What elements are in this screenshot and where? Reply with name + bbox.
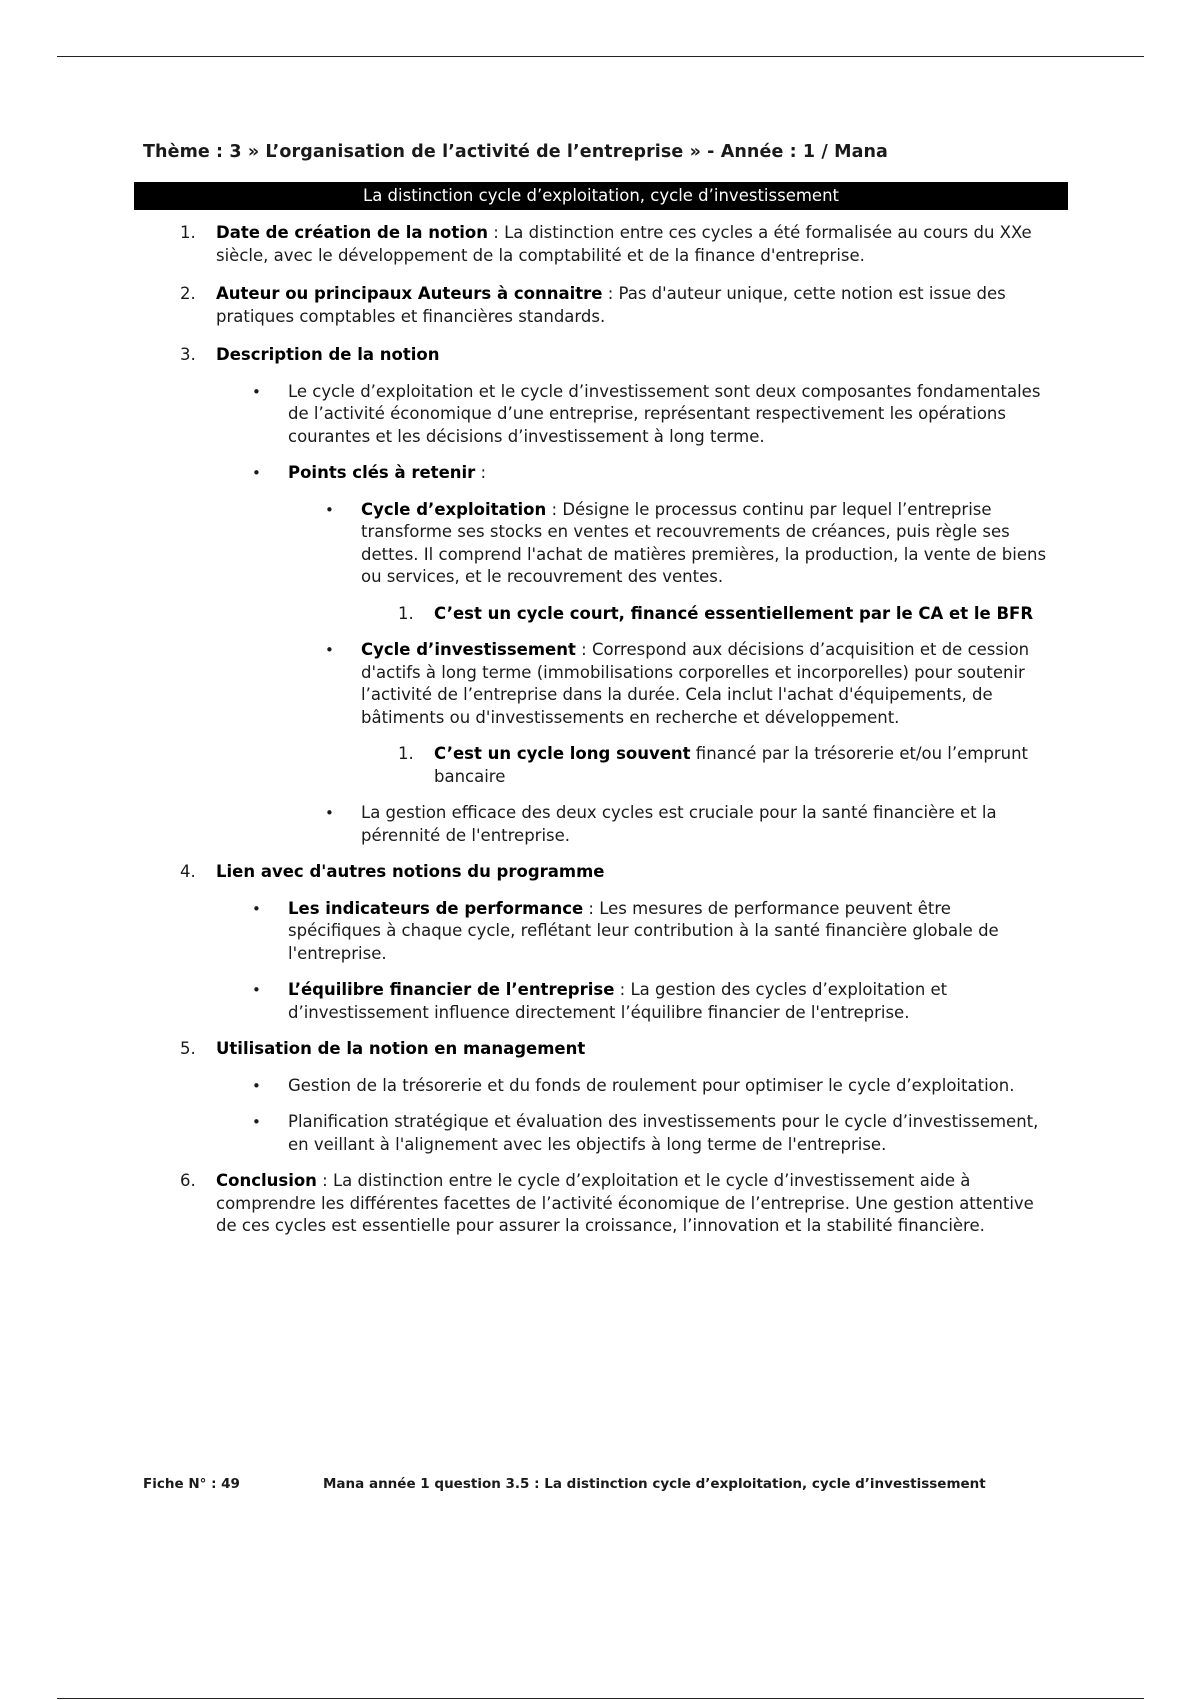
bottom-rule xyxy=(57,1698,1144,1699)
list-item xyxy=(398,743,1064,788)
section-2 xyxy=(180,283,1046,328)
bullet-icon: • xyxy=(252,1076,261,1095)
item-label: L’équilibre financier de l’entreprise xyxy=(288,980,615,999)
bullet-icon: • xyxy=(325,500,334,519)
theme-heading: Thème : 3 » L’organisation de l’activité de l’entreprise » - Année : 1 / Mana xyxy=(143,142,888,162)
item-label: C’est un cycle long souvent xyxy=(434,744,691,763)
bullet-icon: • xyxy=(325,641,334,659)
section-5 xyxy=(180,1038,1046,1061)
section-text: : La distinction entre le cycle d’exploitation et le cycle d’investissement aide à comprendre les différentes facettes de l’activité économique de l’entreprise. Une gestion attentive de ces cycles est essentielle pour assurer la croissance, l’innovation et la stabilité financière. xyxy=(216,1171,1034,1235)
bullet-icon: • xyxy=(252,899,261,918)
section-label: Description de la notion xyxy=(216,345,440,364)
fiche-number: Fiche N° : 49 xyxy=(143,1476,240,1492)
list-item xyxy=(252,1075,1048,1098)
top-rule xyxy=(57,56,1144,57)
page-title: La distinction cycle d’exploitation, cycle d’investissement xyxy=(134,182,1068,210)
item-label: Points clés à retenir xyxy=(288,463,476,482)
item-text: : La gestion des cycles d’exploitation et d’investissement influence directement l’équilibre financier de l'entreprise. xyxy=(288,980,948,1022)
section-label: Conclusion xyxy=(216,1171,317,1190)
item-text: Gestion de la trésorerie et du fonds de roulement pour optimiser le cycle d’exploitation. xyxy=(288,1075,1015,1095)
section-4 xyxy=(180,861,1046,884)
section-text: : Pas d'auteur unique, cette notion est issue des pratiques comptables et financières standards. xyxy=(216,284,1006,326)
section-text: : La distinction entre ces cycles a été formalisée au cours du XXe siècle, avec le développement de la comptabilité et de la finance d'entreprise. xyxy=(216,223,1032,265)
item-text: : xyxy=(475,463,487,482)
item-text: : Désigne le processus continu par lequel l’entreprise transforme ses stocks en ventes et recouvrements de créances, puis règle ses dettes. Il comprend l'achat de matières premières, la production, la vente de biens ou services, et le recouvrement des ventes. xyxy=(361,499,1047,586)
section-label: Date de création de la notion xyxy=(216,223,489,242)
section-label: Utilisation de la notion en management xyxy=(216,1039,586,1058)
list-item xyxy=(252,898,1048,966)
document-body xyxy=(0,222,1200,1254)
item-number: 1. xyxy=(398,603,414,623)
item-text: : Les mesures de performance peuvent être spécifiques à chaque cycle, reflétant leur contribution à la santé financière globale de l'entreprise. xyxy=(288,898,999,963)
section-1 xyxy=(180,222,1046,267)
list-item xyxy=(252,462,1048,485)
item-text: financé par la trésorerie et/ou l’emprunt bancaire xyxy=(434,744,1028,786)
bullet-icon: • xyxy=(252,981,261,999)
footer-reference: Mana année 1 question 3.5 : La distinction cycle d’exploitation, cycle d’investissement xyxy=(323,1476,986,1492)
bullet-icon: • xyxy=(252,464,261,482)
list-item xyxy=(325,499,1061,589)
section-number: 5. xyxy=(180,1039,196,1058)
item-text: La gestion efficace des deux cycles est cruciale pour la santé financière et la pérennité de l'entreprise. xyxy=(361,803,997,845)
bullet-icon: • xyxy=(325,804,334,822)
list-item xyxy=(252,381,1048,449)
list-item xyxy=(252,979,1048,1024)
list-item xyxy=(325,802,1061,847)
list-item xyxy=(325,639,1061,729)
section-number: 6. xyxy=(180,1171,196,1190)
item-text: Le cycle d’exploitation et le cycle d’investissement sont deux composantes fondamentales de l’activité économique d’une entreprise, représentant respectivement les opérations courantes et les décisions d’investissement à long terme. xyxy=(288,381,1041,446)
item-text: Planification stratégique et évaluation des investissements pour le cycle d’investissement, en veillant à l'alignement avec les objectifs à long terme de l'entreprise. xyxy=(288,1112,1039,1154)
bullet-icon: • xyxy=(252,1113,261,1131)
item-label: Cycle d’investissement xyxy=(361,640,576,659)
list-item xyxy=(398,603,1064,626)
section-number: 4. xyxy=(180,862,196,881)
section-label: Auteur ou principaux Auteurs à connaitre xyxy=(216,284,603,303)
section-6 xyxy=(180,1170,1046,1238)
list-item xyxy=(252,1111,1048,1156)
section-number: 2. xyxy=(180,284,196,303)
section-number: 1. xyxy=(180,223,196,242)
item-text: : Correspond aux décisions d’acquisition et de cession d'actifs à long terme (immobilisations corporelles et incorporelles) pour soutenir l’activité de l’entreprise dans la durée. Cela inclut l'achat d'équipements, de bâtiments ou d'investissements en recherche et développement. xyxy=(361,640,1030,727)
item-label: Cycle d’exploitation xyxy=(361,499,547,519)
bullet-icon: • xyxy=(252,382,261,401)
item-label: Les indicateurs de performance xyxy=(288,898,584,918)
item-number: 1. xyxy=(398,744,414,763)
section-label: Lien avec d'autres notions du programme xyxy=(216,862,605,881)
section-number: 3. xyxy=(180,345,196,364)
item-text: C’est un cycle court, financé essentiellement par le CA et le BFR xyxy=(434,603,1034,623)
section-3 xyxy=(180,344,1046,367)
